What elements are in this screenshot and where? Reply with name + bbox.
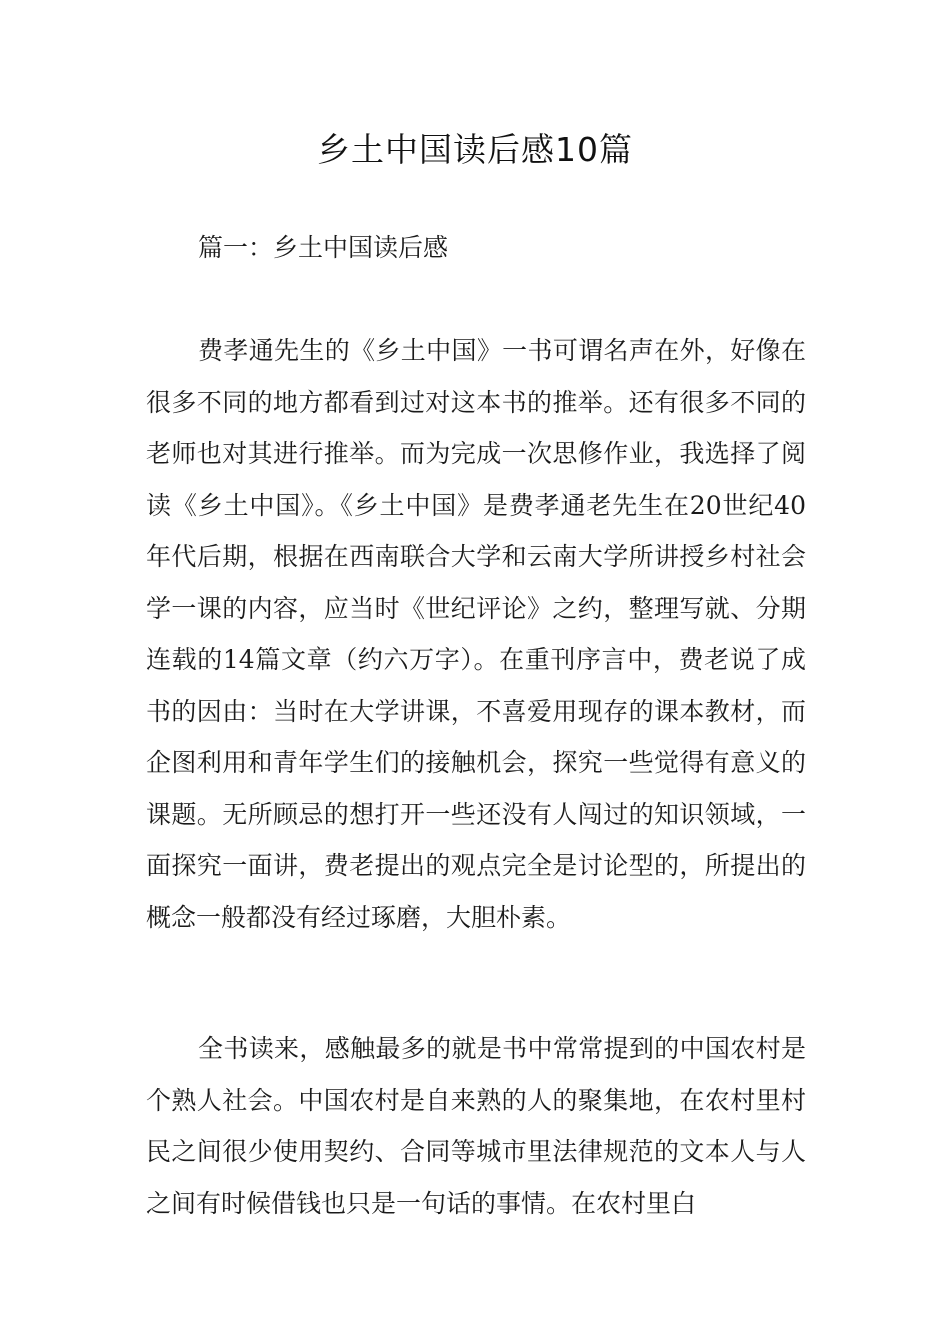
body-paragraph-2: 全书读来，感触最多的就是书中常常提到的中国农村是个熟人社会。中国农村是自来熟的人的聚集地，在农村里村民之间很少使用契约、合同等城市里法律规范的文本人与人之间有时候借钱也只是一句话的事情。在农村里白 (146, 1034, 806, 1218)
document-title: 乡土中国读后感10篇 (317, 130, 633, 169)
section-heading: 篇一：乡土中国读后感 (198, 233, 449, 262)
body-paragraph-1: 费孝通先生的《乡土中国》一书可谓名声在外，好像在很多不同的地方都看到过对这本书的推举。还有很多不同的老师也对其进行推举。而为完成一次思修作业，我选择了阅读《乡土中国》。《乡土中国》是费孝通老先生在20世纪40年代后期，根据在西南联合大学和云南大学所讲授乡村社会学一课的内容，应当时《世纪评论》之约，整理写就、分期连载的14篇文章（约六万字）。在重刊序言中，费老说了成书的因由：当时在大学讲课，不喜爱用现存的课本教材，而企图利用和青年学生们的接触机会，探究一些觉得有意义的课题。无所顾忌的想打开一些还没有人闯过的知识领域，一面探究一面讲，费老提出的观点完全是讨论型的，所提出的概念一般都没有经过琢磨，大胆朴素。 (146, 336, 806, 932)
